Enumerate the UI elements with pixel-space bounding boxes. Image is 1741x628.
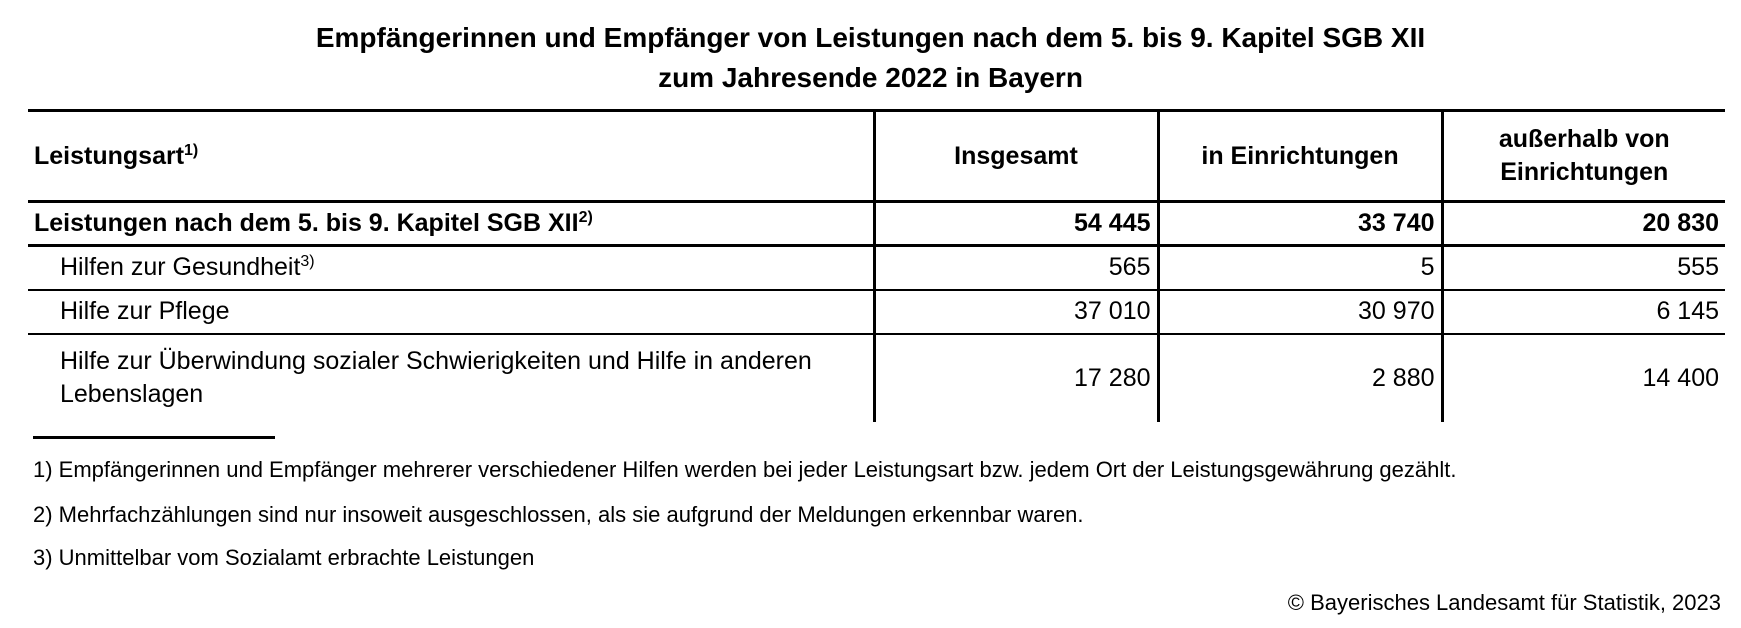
- header-in-einrichtungen: in Einrichtungen: [1158, 111, 1442, 202]
- title-line-1: Empfängerinnen und Empfänger von Leistungen nach dem 5. bis 9. Kapitel SGB XII: [315, 22, 1426, 53]
- footnote-divider: [33, 436, 275, 439]
- row-label: Hilfe zur Pflege: [28, 290, 874, 334]
- title-line-2: zum Jahresende 2022 in Bayern: [658, 62, 1083, 93]
- row-ausserhalb: 6 145: [1442, 290, 1725, 334]
- row-label-line-2: Lebenslagen: [60, 380, 204, 408]
- footnote-1: 1) Empfängerinnen und Empfänger mehrerer verschiedener Hilfen werden bei jeder Leistungsart bzw. jedem Ort der Leistungsgewährung gezählt.: [33, 457, 1457, 482]
- total-label: Leistungen nach dem 5. bis 9. Kapitel SGB XII$^{2)}$: [28, 202, 874, 246]
- header-ausserhalb-line-1: außerhalb von: [1498, 125, 1670, 153]
- header-leistungsart: Leistungsart$^{1)}$: [28, 111, 874, 202]
- row-ausserhalb: 14 400: [1442, 334, 1725, 422]
- row-label: Hilfen zur Gesundheit$^{3)}$: [28, 246, 874, 290]
- header-insgesamt: Insgesamt: [874, 111, 1158, 202]
- row-label-line-1: Hilfe zur Überwindung sozialer Schwierigkeiten und Hilfe in anderen: [60, 347, 812, 375]
- row-in-einrichtungen: 30 970: [1158, 290, 1442, 334]
- row-insgesamt: 565: [874, 246, 1158, 290]
- total-in-einrichtungen: 33 740: [1158, 202, 1442, 246]
- row-label: [28, 334, 874, 422]
- row-in-einrichtungen: 2 880: [1158, 334, 1442, 422]
- footnote-2: 2) Mehrfachzählungen sind nur insoweit ausgeschlossen, als sie aufgrund der Meldungen erkennbar waren.: [33, 502, 1084, 527]
- row-insgesamt: 17 280: [874, 334, 1158, 422]
- table-header-row: [28, 111, 1725, 202]
- header-ausserhalb: [1442, 111, 1725, 202]
- footnote-3: 3) Unmittelbar vom Sozialamt erbrachte Leistungen: [33, 545, 535, 570]
- table-row: [28, 246, 1725, 290]
- header-leistungsart-footnote-ref: 1): [184, 141, 199, 159]
- table-row: [28, 334, 1725, 422]
- table-row: [28, 290, 1725, 334]
- page-title: [0, 18, 1741, 98]
- row-in-einrichtungen: 5: [1158, 246, 1442, 290]
- row-insgesamt: 37 010: [874, 290, 1158, 334]
- row-footnote-ref: 3): [300, 253, 315, 271]
- table-row-total: [28, 202, 1725, 246]
- total-ausserhalb: 20 830: [1442, 202, 1725, 246]
- copyright-notice: © Bayerisches Landesamt für Statistik, 2023: [1287, 590, 1721, 615]
- statistics-table: [28, 109, 1725, 422]
- total-footnote-ref: 2): [578, 209, 593, 226]
- total-insgesamt: 54 445: [874, 202, 1158, 246]
- header-ausserhalb-line-2: Einrichtungen: [1500, 158, 1669, 186]
- row-ausserhalb: 555: [1442, 246, 1725, 290]
